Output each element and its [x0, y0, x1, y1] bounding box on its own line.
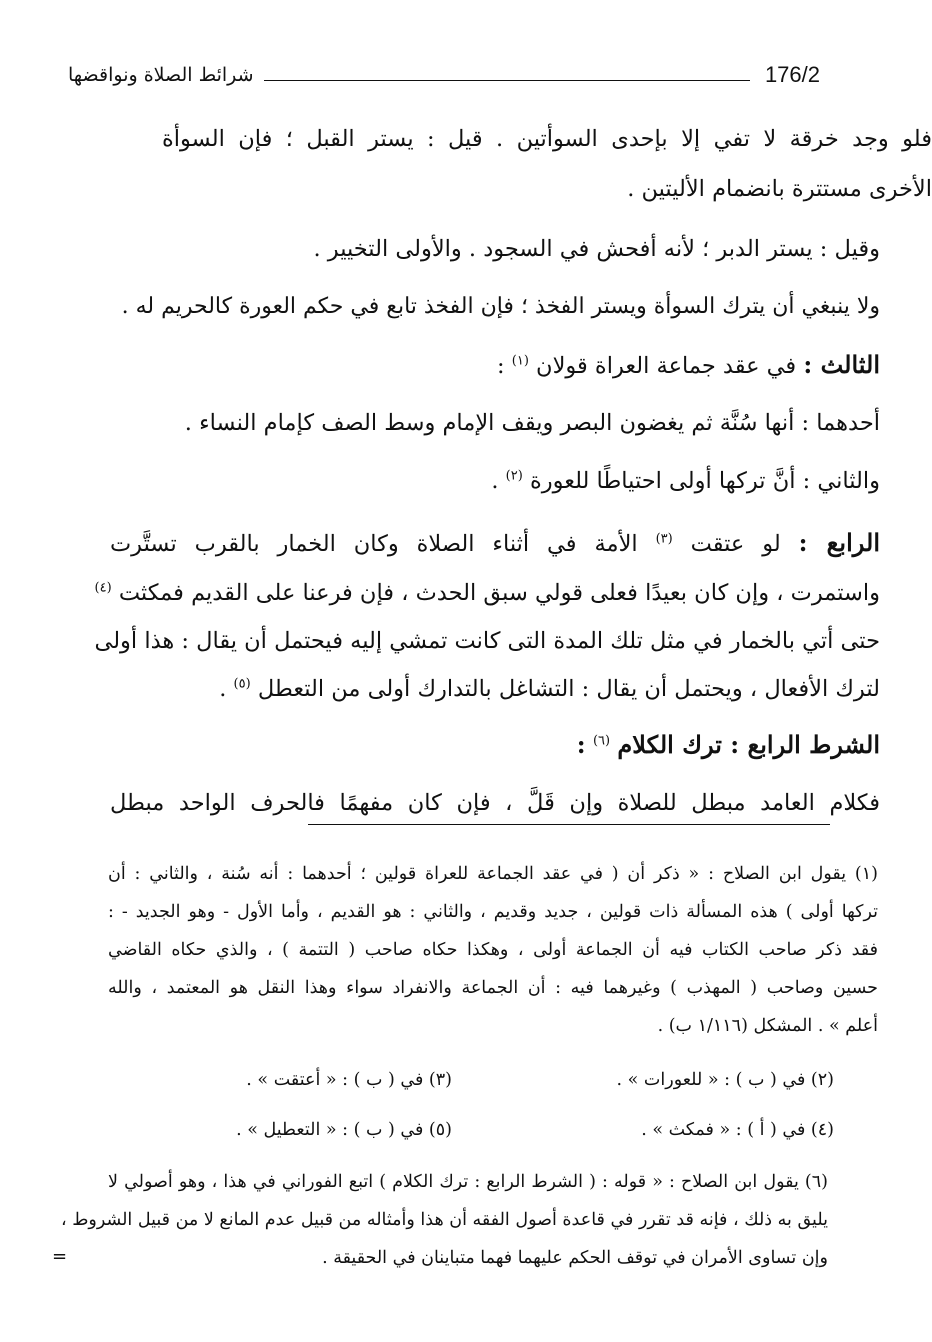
body-line-2: الأخرى مستترة بانضمام الأليتين . [627, 176, 932, 202]
third-heading: الثالث : [803, 350, 880, 379]
running-title: شرائط الصلاة ونواقضها [68, 64, 254, 86]
fourth-line-2 [94, 580, 880, 606]
condition-four-heading-line [110, 730, 880, 759]
footnote-6-line-2: يليق به ذلك ، فإنه قد تقرر في قاعدة أصول الفقه أن هذا وأمثاله من قبيل عدم المانع لا من قبيل الشروط ، [60, 1210, 828, 1230]
third-end: : [497, 353, 505, 379]
second-opinion: والثاني : أنَّ تركها أولى احتياطًا للعورة [529, 468, 880, 494]
footnote-ref-2[interactable]: (٢) [505, 468, 523, 484]
footnote-5: (٥) في ( ب ) : « التعطيل » . [236, 1120, 452, 1140]
footnote-separator [308, 824, 830, 825]
fourth-text-a: لو عتقت [690, 531, 781, 557]
first-opinion: أحدهما : أنها سُنَّة ثم يغضون البصر ويقف الإمام وسط الصف كإمام النساء . [184, 410, 880, 436]
fourth-line-4 [110, 676, 880, 702]
footnote-1-line-1: (١) يقول ابن الصلاح : « ذكر أن ( في عقد الجماعة للعراة قولين ؛ أحدهما : أنه سُنة ، والثاني : أن [108, 864, 878, 884]
footnote-6-line-1: (٦) يقول ابن الصلاح : « قوله : ( الشرط الرابع : ترك الكلام ) اتبع الفوراني في هذا ، وهو أصولي لا [108, 1172, 828, 1192]
footnote-1-line-2: تركها أولى ) هذه المسألة ذات قولين ، جديد وقديم ، والثاني : هو القديم ، وأما الأول - وهو الجديد - : [108, 902, 878, 922]
margin-mark: = [52, 1246, 68, 1267]
third-section [110, 350, 880, 379]
footnote-2: (٢) في ( ب ) : « للعورات » . [616, 1070, 834, 1090]
footnote-1-line-3: فقد ذكر صاحب الكتاب فيه أن الجماعة أولى ، وهكذا حكاه صاحب ( التتمة ) ، والذي حكاه القاضي [108, 940, 878, 960]
page-number: 176/2 [764, 62, 820, 87]
header-rule [264, 80, 750, 81]
second-end: . [491, 468, 499, 494]
second-opinion-line [110, 468, 880, 494]
fourth-text-2: واستمرت ، وإن كان بعيدًا فعلى قولي سبق الحدث ، فإن فرعنا على القديم فمكثت [118, 580, 880, 606]
body-line-1: فلو وجد خرقة لا تفي إلا بإحدى السوأتين . قيل : يستر القبل ؛ فإن السوأة [162, 126, 932, 152]
third-text: في عقد جماعة العراة قولان [536, 353, 797, 379]
footnote-ref-5[interactable]: (٥) [233, 676, 251, 692]
body-line-4: ولا ينبغي أن يترك السوأة ويستر الفخذ ؛ فإن الفخذ تابع في حكم العورة كالحريم له . [121, 294, 880, 319]
body-line-3: وقيل : يستر الدبر ؛ لأنه أفحش في السجود . والأولى التخيير . [313, 236, 880, 262]
fourth-heading: الرابع : [798, 528, 880, 557]
footnote-1-line-4: حسين وصاحب ( المهذب ) وغيرهما فيه : أن الجماعة والانفراد سواء وهذا النقل هو المعتمد ، والله [108, 978, 878, 998]
fourth-line-3: حتى أتي بالخمار في مثل تلك المدة التى كانت تمشي إليه فيحتمل أن يقال : هذا أولى [94, 628, 880, 654]
condition-four-end: : [576, 730, 586, 759]
footnote-ref-6[interactable]: (٦) [592, 733, 611, 749]
condition-four-heading: الشرط الرابع : ترك الكلام [617, 730, 880, 759]
footnote-ref-4[interactable]: (٤) [94, 580, 112, 596]
footnote-4: (٤) في ( أ ) : « فمكث » . [641, 1120, 834, 1140]
page-header [68, 62, 820, 96]
footnote-ref-3[interactable]: (٣) [655, 531, 673, 547]
footnote-ref-1[interactable]: (١) [511, 353, 529, 369]
body-last-line: فكلام العامد مبطل للصلاة وإن قَلَّ ، فإن كان مفهمًا فالحرف الواحد مبطل [110, 790, 880, 816]
fourth-text-b: الأمة في أثناء الصلاة وكان الخمار بالقرب تستَّرت [110, 531, 638, 557]
footnote-3: (٣) في ( ب ) : « أعتقت » . [246, 1070, 452, 1090]
footnote-1-line-5: أعلم » . المشكل (١/١١٦ ب) . [657, 1016, 878, 1036]
fourth-text-4: لترك الأفعال ، ويحتمل أن يقال : التشاغل بالتدارك أولى من التعطل [257, 676, 880, 702]
fourth-end: . [219, 676, 227, 702]
footnote-6-line-3: وإن تساوى الأمران في توقف الحكم عليهما فهما متباينان في الحقيقة . [322, 1248, 828, 1268]
fourth-line-1 [110, 528, 880, 557]
